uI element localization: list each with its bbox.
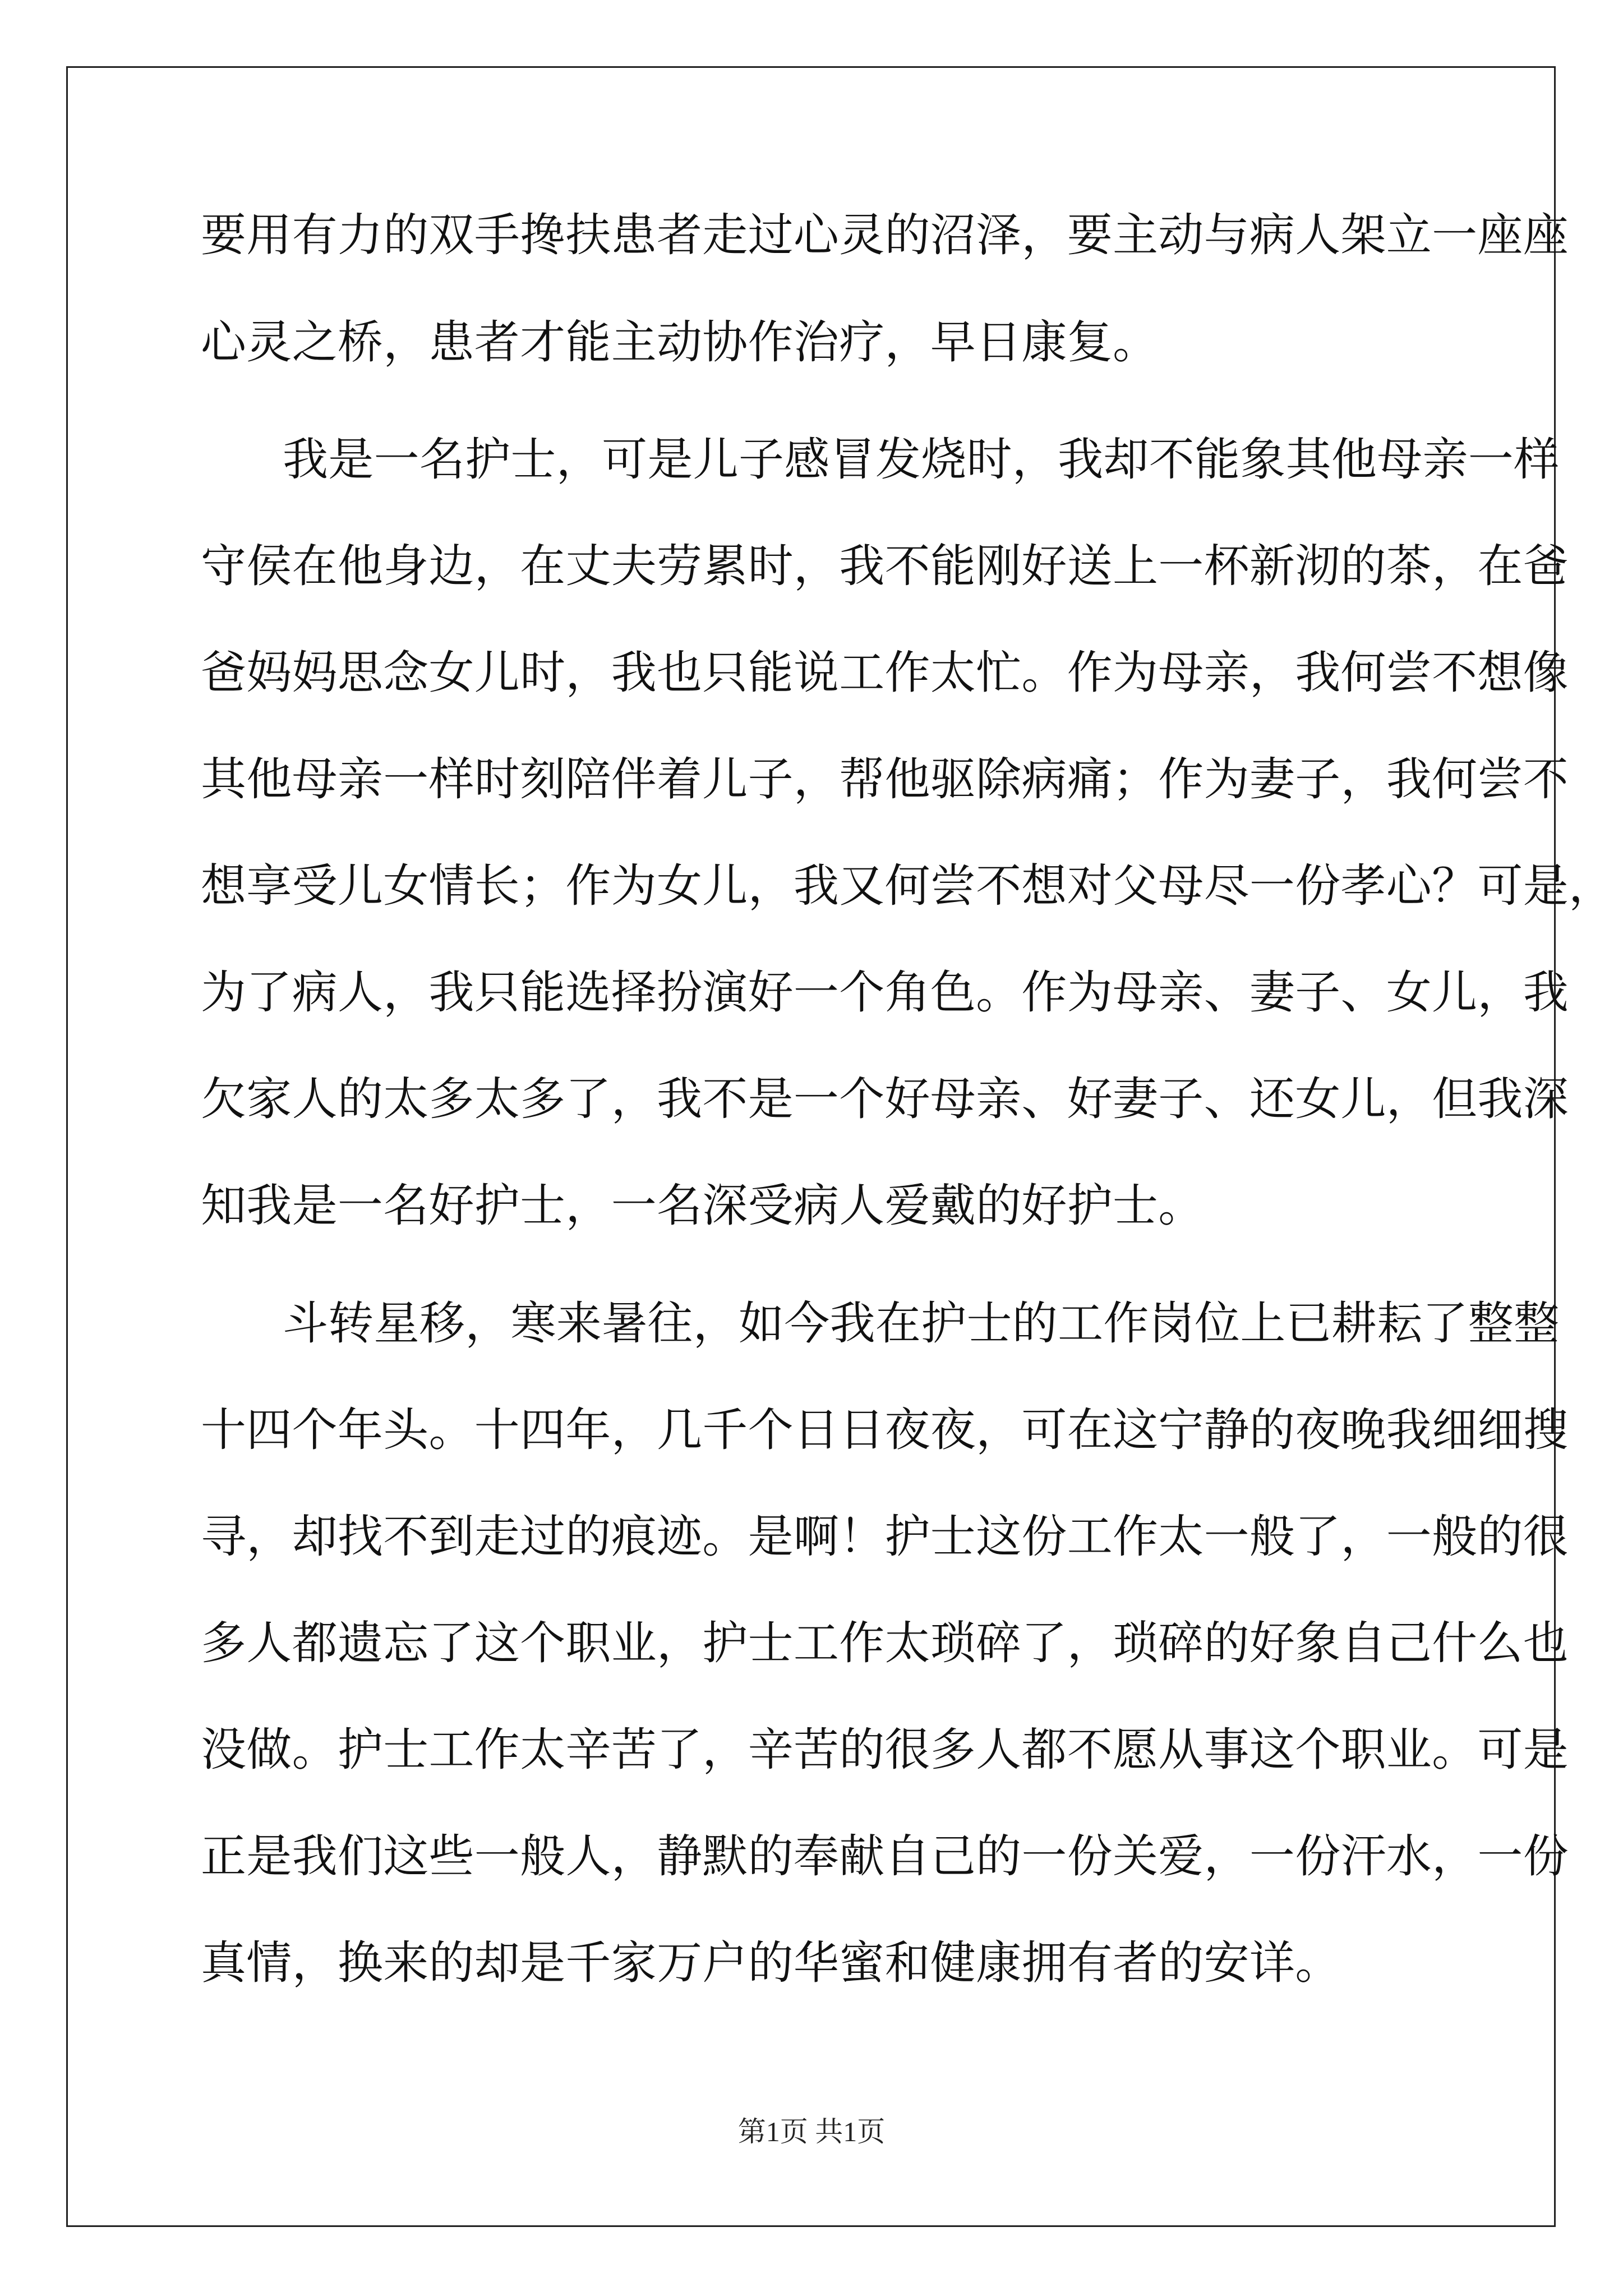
text-line: 多人都遗忘了这个职业，护士工作太琐碎了，琐碎的好象自己什么也 [201,1617,1569,1670]
text-line: 寻，却找不到走过的痕迹。是啊！护士这份工作太一般了，一般的很 [201,1511,1569,1563]
text-line: 欠家人的太多太多了，我不是一个好母亲、好妻子、还女儿，但我深 [201,1073,1569,1126]
paragraph-first-line: 斗转星移，寒来暑往，如今我在护士的工作岗位上已耕耘了整整 [283,1297,1560,1350]
page-border [66,66,1556,2227]
text-line: 为了病人，我只能选择扮演好一个角色。作为母亲、妻子、女儿，我 [201,967,1569,1019]
text-line: 爸妈妈思念女儿时，我也只能说工作太忙。作为母亲，我何尝不想像 [201,647,1569,700]
text-line: 想享受儿女情长；作为女儿，我又何尝不想对父母尽一份孝心？可是， [201,860,1615,913]
text-line: 其他母亲一样时刻陪伴着儿子，帮他驱除病痛；作为妻子，我何尝不 [201,753,1569,806]
page-footer: 第1页 共1页 [737,2116,886,2147]
text-line: 心灵之桥，患者才能主动协作治疗，早日康复。 [201,316,1159,369]
text-line: 知我是一名好护士，一名深受病人爱戴的好护士。 [201,1180,1204,1232]
text-line: 守侯在他身边，在丈夫劳累时，我不能刚好送上一杯新沏的茶，在爸 [201,540,1569,593]
paragraph-first-line: 我是一名护士，可是儿子感冒发烧时，我却不能象其他母亲一样 [283,434,1560,486]
text-line: 正是我们这些一般人，静默的奉献自己的一份关爱，一份汗水，一份 [201,1830,1569,1883]
text-line: 要用有力的双手搀扶患者走过心灵的沼泽，要主动与病人架立一座座 [201,209,1569,262]
text-line: 没做。护士工作太辛苦了，辛苦的很多人都不愿从事这个职业。可是 [201,1724,1569,1777]
text-line: 十四个年头。十四年，几千个日日夜夜，可在这宁静的夜晚我细细搜 [201,1404,1569,1457]
text-line: 真情，换来的却是千家万户的华蜜和健康拥有者的安详。 [201,1937,1341,1990]
